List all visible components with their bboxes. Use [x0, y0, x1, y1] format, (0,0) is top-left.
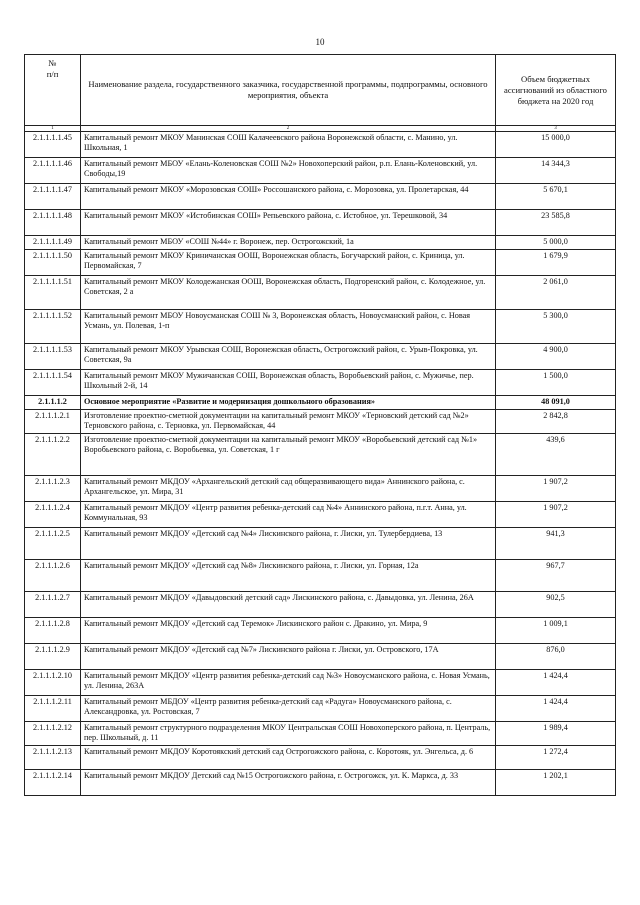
- row-name: Капитальный ремонт МКДОУ «Детский сад №4» Лискинского района, г. Лиски, ул. Тулербердиева, 13: [81, 528, 496, 560]
- row-amount: 1 272,4: [496, 746, 616, 770]
- row-name: Изготовление проектно-сметной документации на капитальный ремонт МКОУ «Воробьевский детский сад №1» Воробьевского района, с. Воробьевка, ул. Советская, 1 г: [81, 434, 496, 476]
- row-number: 2.1.1.1.2.9: [25, 644, 81, 670]
- row-name: Капитальный ремонт МКДОУ «Детский сад №7» Лискинского района г. Лиски, ул. Островского, 17А: [81, 644, 496, 670]
- row-name: Капитальный ремонт МКДОУ «Центр развития ребенка-детский сад №3» Новоусманского района, с. Новая Усмань, ул. Ленина, 263А: [81, 670, 496, 696]
- row-number: 2.1.1.1.1.52: [25, 310, 81, 344]
- table-header-row: [25, 55, 616, 126]
- row-name: Капитальный ремонт МКОУ Колодежанская ООШ, Воронежская область, Подгоренский район, с. Колодежное, ул. Советская, 2 а: [81, 276, 496, 310]
- table-row: [25, 184, 616, 210]
- row-amount: 439,6: [496, 434, 616, 476]
- row-number: 2.1.1.1.1.50: [25, 250, 81, 276]
- table-row: [25, 276, 616, 310]
- row-name: Капитальный ремонт МБОУ Новоусманская СОШ № 3, Воронежская область, Новоусманский район, с. Новая Усмань, ул. Полевая, 1-п: [81, 310, 496, 344]
- table-row: [25, 158, 616, 184]
- budget-table: [24, 54, 616, 796]
- table-row: [25, 502, 616, 528]
- row-number: 2.1.1.1.2.3: [25, 476, 81, 502]
- row-number: 2.1.1.1.2.2: [25, 434, 81, 476]
- row-name: Капитальный ремонт МКОУ Криничанская ООШ, Воронежская область, Богучарский район, с. Криница, ул. Первомайская, 7: [81, 250, 496, 276]
- row-name: Капитальный ремонт МКОУ Мужичанская СОШ, Воронежская область, Воробьевский район, с. Мужичье, пер. Школьный 2-й, 14: [81, 370, 496, 396]
- row-amount: 1 009,1: [496, 618, 616, 644]
- row-name: Основное мероприятие «Развитие и модернизация дошкольного образования»: [81, 396, 496, 410]
- table-row: [25, 250, 616, 276]
- row-amount: 876,0: [496, 644, 616, 670]
- table-row: [25, 434, 616, 476]
- row-number: 2.1.1.1.2: [25, 396, 81, 410]
- row-amount: 2 842,8: [496, 410, 616, 434]
- row-number: 2.1.1.1.1.47: [25, 184, 81, 210]
- table-row: [25, 696, 616, 722]
- row-amount: 15 000,0: [496, 132, 616, 158]
- row-name: Капитальный ремонт МКОУ «Истобинская СОШ» Репьевского района, с. Истобное, ул. Терешковой, 34: [81, 210, 496, 236]
- row-name: Капитальный ремонт МКДОУ «Детский сад Теремок» Лискинского район с. Дракино, ул. Мира, 9: [81, 618, 496, 644]
- row-number: 2.1.1.1.1.49: [25, 236, 81, 250]
- table-row: [25, 528, 616, 560]
- table-body: [25, 132, 616, 796]
- row-name: Капитальный ремонт МКОУ «Морозовская СОШ» Россошанского района, с. Морозовка, ул. Пролетарская, 44: [81, 184, 496, 210]
- row-number: 2.1.1.1.2.7: [25, 592, 81, 618]
- row-amount: 1 679,9: [496, 250, 616, 276]
- row-number: 2.1.1.1.1.48: [25, 210, 81, 236]
- row-number: 2.1.1.1.1.45: [25, 132, 81, 158]
- row-name: Капитальный ремонт МКДОУ «Давыдовский детский сад» Лискинского района, с. Давыдовка, ул. Ленина, 26А: [81, 592, 496, 618]
- row-amount: 14 344,3: [496, 158, 616, 184]
- row-name: Изготовление проектно-сметной документации на капитальный ремонт МКОУ «Терновский детский сад №2» Терновского района, с. Терновка, ул. Первомайская, 44: [81, 410, 496, 434]
- row-amount: 1 500,0: [496, 370, 616, 396]
- row-number: 2.1.1.1.1.51: [25, 276, 81, 310]
- row-amount: 48 091,0: [496, 396, 616, 410]
- row-amount: 902,5: [496, 592, 616, 618]
- row-amount: 1 989,4: [496, 722, 616, 746]
- row-amount: 5 300,0: [496, 310, 616, 344]
- row-name: Капитальный ремонт МБДОУ «Центр развития ребенка-детский сад «Радуга» Новоусманского района, с. Александровка, ул. Ростовская, 7: [81, 696, 496, 722]
- table-row: [25, 618, 616, 644]
- table-row: [25, 592, 616, 618]
- row-amount: 5 000,0: [496, 236, 616, 250]
- row-amount: 941,3: [496, 528, 616, 560]
- row-number: 2.1.1.1.2.6: [25, 560, 81, 592]
- row-amount: 1 202,1: [496, 770, 616, 796]
- row-name: Капитальный ремонт МКДОУ «Архангельский детский сад общеразвивающего вида» Аннинского района, с. Архангельское, ул. Мира, 31: [81, 476, 496, 502]
- row-name: Капитальный ремонт МБОУ «Елань-Коленовская СОШ №2» Новохоперский район, р.п. Елань-Коленовский, ул. Свободы,19: [81, 158, 496, 184]
- column-number: 1: [25, 126, 81, 132]
- row-number: 2.1.1.1.2.13: [25, 746, 81, 770]
- row-number: 2.1.1.1.1.46: [25, 158, 81, 184]
- row-amount: 23 585,8: [496, 210, 616, 236]
- row-name: Капитальный ремонт МКДОУ Коротоякский детский сад Острогожского района, с. Коротояк, ул. Энгельса, д. 6: [81, 746, 496, 770]
- table-row: [25, 410, 616, 434]
- row-number: 2.1.1.1.2.5: [25, 528, 81, 560]
- row-name: Капитальный ремонт МКОУ Урывская СОШ, Воронежская область, Острогожский район, с. Урыв-Покровка, ул. Советская, 9а: [81, 344, 496, 370]
- column-number: 2: [81, 126, 496, 132]
- row-name: Капитальный ремонт МБОУ «СОШ №44» г. Воронеж, пер. Острогожский, 1а: [81, 236, 496, 250]
- table-row: [25, 132, 616, 158]
- table-row: [25, 476, 616, 502]
- row-name: Капитальный ремонт МКОУ Манинская СОШ Калачеевского района Воронежской области, с. Манино, ул. Школьная, 1: [81, 132, 496, 158]
- column-number: 3: [496, 126, 616, 132]
- header-name: Наименование раздела, государственного заказчика, государственной программы, подпрограммы, основного мероприятия, объекта: [81, 55, 496, 126]
- page-number: 10: [315, 37, 325, 47]
- header-number: № п/п: [25, 55, 81, 126]
- header-amount: Объем бюджетных ассигнований из областного бюджета на 2020 год: [496, 55, 616, 126]
- row-number: 2.1.1.1.2.4: [25, 502, 81, 528]
- row-amount: 1 424,4: [496, 696, 616, 722]
- table-row: [25, 722, 616, 746]
- row-amount: 5 670,1: [496, 184, 616, 210]
- row-number: 2.1.1.1.2.11: [25, 696, 81, 722]
- table-row: [25, 236, 616, 250]
- row-amount: 1 424,4: [496, 670, 616, 696]
- row-name: Капитальный ремонт МКДОУ Детский сад №15 Острогожского района, г. Острогожск, ул. К. Маркса, д. 33: [81, 770, 496, 796]
- table-row: [25, 644, 616, 670]
- row-number: 2.1.1.1.2.14: [25, 770, 81, 796]
- row-name: Капитальный ремонт МКДОУ «Детский сад №8» Лискинского района, г. Лиски, ул. Горная, 12а: [81, 560, 496, 592]
- table-row: [25, 396, 616, 410]
- table-row: [25, 344, 616, 370]
- row-number: 2.1.1.1.1.54: [25, 370, 81, 396]
- row-number: 2.1.1.1.2.1: [25, 410, 81, 434]
- table-row: [25, 746, 616, 770]
- table-row: [25, 370, 616, 396]
- row-name: Капитальный ремонт МКДОУ «Центр развития ребенка-детский сад №4» Аннинского района, п.г.т. Анна, ул. Коммунальная, 93: [81, 502, 496, 528]
- table-row: [25, 210, 616, 236]
- row-amount: 4 900,0: [496, 344, 616, 370]
- row-amount: 967,7: [496, 560, 616, 592]
- row-number: 2.1.1.1.2.12: [25, 722, 81, 746]
- row-amount: 1 907,2: [496, 502, 616, 528]
- row-number: 2.1.1.1.1.53: [25, 344, 81, 370]
- row-name: Капитальный ремонт структурного подразделения МКОУ Центральская СОШ Новохоперского района, п. Централь, пер. Школьный, д. 11: [81, 722, 496, 746]
- table-row: [25, 560, 616, 592]
- table-row: [25, 770, 616, 796]
- row-number: 2.1.1.1.2.8: [25, 618, 81, 644]
- row-amount: 1 907,2: [496, 476, 616, 502]
- table-row: [25, 310, 616, 344]
- row-number: 2.1.1.1.2.10: [25, 670, 81, 696]
- table-row: [25, 670, 616, 696]
- row-amount: 2 061,0: [496, 276, 616, 310]
